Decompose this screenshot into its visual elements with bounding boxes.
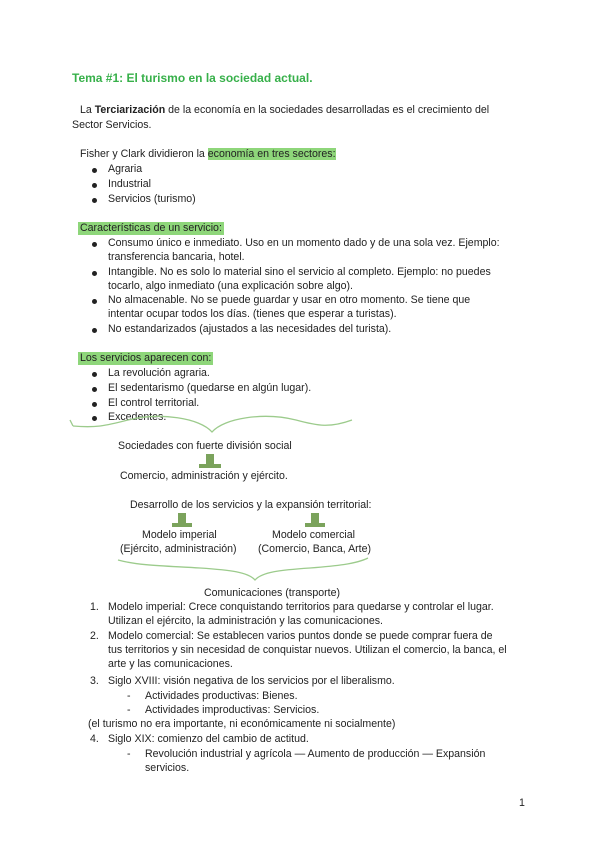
list-number: 2. (90, 630, 99, 642)
aparecen-item: El control territorial. (108, 397, 200, 409)
list-number: 1. (90, 601, 99, 613)
diagram-imperial-title: Modelo imperial (142, 529, 217, 541)
brace-icon (73, 416, 352, 432)
intro-prefix: La (80, 104, 95, 116)
intro-bold-term: Terciarización (94, 104, 166, 116)
diagram-comercial-title: Modelo comercial (272, 529, 356, 541)
aparecen-item: La revolución agraria. (108, 367, 210, 379)
dash-marker: - (127, 704, 131, 716)
aparecen-heading: Los servicios aparecen con: (80, 352, 212, 364)
dash-marker: - (127, 690, 131, 702)
diagram-comunicaciones: Comunicaciones (transporte) (204, 587, 341, 599)
fisher-highlight: economía en tres sectores: (207, 148, 336, 160)
caracteristica-line: intentar ocupar todos los días. (tienes que esperar a turistas). (108, 308, 397, 320)
sector-item: Industrial (108, 178, 151, 190)
aparecen-item: Excedentes. (108, 411, 167, 423)
caracteristica-line: No almacenable. No se puede guardar y usar en otro momento. Se tiene que (108, 294, 471, 306)
list-item-line: Siglo XVIII: visión negativa de los servicios por el liberalismo. (108, 675, 395, 687)
diagram-desarrollo: Desarrollo de los servicios y la expansión territorial: (130, 499, 372, 511)
sub-item: servicios. (145, 762, 190, 774)
sector-item: Agraria (108, 163, 143, 175)
intro-rest: de la economía en la sociedades desarrolladas es el crecimiento del (165, 104, 490, 116)
aparecen-item: El sedentarismo (quedarse en algún lugar). (108, 382, 312, 394)
page-number: 1 (519, 797, 525, 809)
caracteristica-line: Consumo único e inmediato. Uso en un momento dado y de una sola vez. Ejemplo: (108, 237, 500, 249)
brace-icon (118, 558, 368, 580)
sub-item: Revolución industrial y agrícola — Aumento de producción — Expansión (145, 748, 486, 760)
diagram-comercial-sub: (Comercio, Banca, Arte) (258, 543, 372, 555)
list-number: 3. (90, 675, 99, 687)
caracteristicas-heading: Características de un servicio: (80, 222, 222, 234)
list-number: 4. (90, 733, 99, 745)
caracteristica-line: transferencia bancaria, hotel. (108, 251, 245, 263)
intro-line-2: Sector Servicios. (72, 119, 152, 131)
list-item-line: Utilizan el ejército, la administración y las comunicaciones. (108, 615, 383, 627)
caracteristica-line: No estandarizados (ajustados a las necesidades del turista). (108, 323, 392, 335)
list-item-line: tus territorios y sin necesidad de conquistar nuevos. Utilizan el comercio, la banca, el (108, 644, 507, 656)
fisher-prefix: Fisher y Clark dividieron la (80, 148, 208, 160)
dash-marker: - (127, 748, 131, 760)
list-item-line: arte y las comunicaciones. (108, 658, 233, 670)
diagram-comercio: Comercio, administración y ejército. (120, 470, 288, 482)
sub-item: Actividades productivas: Bienes. (145, 690, 298, 702)
list-item-line: Modelo imperial: Crece conquistando territorios para quedarse y controlar el lugar. (108, 601, 494, 613)
list-item-line: Modelo comercial: Se establecen varios puntos donde se puede comprar fuera de (108, 630, 493, 642)
page-title: Tema #1: El turismo en la sociedad actual. (72, 71, 313, 85)
down-arrow-icon (305, 513, 325, 527)
list-item-line: Siglo XIX: comienzo del cambio de actitud. (108, 733, 309, 745)
brace-tip-icon (70, 420, 73, 426)
sub-item: Actividades improductivas: Servicios. (145, 704, 320, 716)
caracteristica-line: Intangible. No es solo lo material sino el servicio al completo. Ejemplo: no puedes (108, 266, 491, 278)
caracteristica-line: tocarlo, algo inmediato (una explicación sobre algo). (108, 280, 353, 292)
down-arrow-icon (199, 454, 221, 468)
diagram-sociedades: Sociedades con fuerte división social (118, 440, 292, 452)
list-note: (el turismo no era importante, ni económicamente ni socialmente) (88, 718, 396, 730)
sector-item: Servicios (turismo) (108, 193, 196, 205)
diagram-imperial-sub: (Ejército, administración) (120, 543, 237, 555)
down-arrow-icon (172, 513, 192, 527)
